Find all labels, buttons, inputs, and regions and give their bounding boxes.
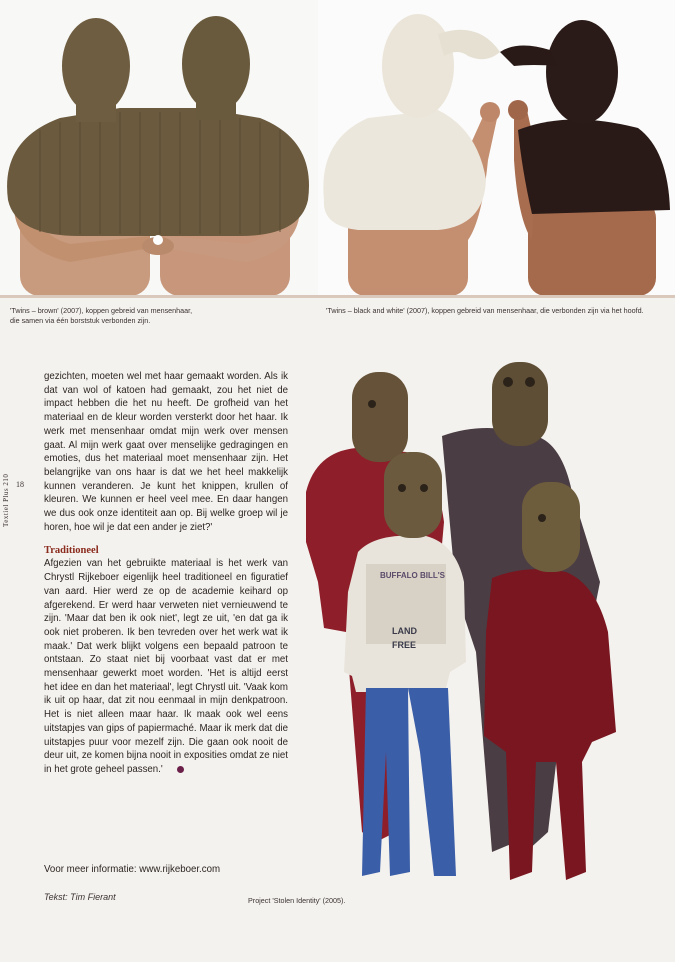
more-info-link-text: Voor meer informatie: www.rijkeboer.com	[44, 864, 221, 875]
article-paragraph-2-text: Afgezien van het gebruikte materiaal is het werk van Chrystl Rijkeboer eigenlijk heel traditioneel en figuratief van aard. Hier werd ze op de academie keihard op afgerekend. Er werd haar verweten niet vernieuwend te zijn. 'Maar dat ben ik ook niet', legt ze uit, 'en dat ga ik ook niet proberen. Ik ben tevreden over het werk wat ik maak.' Dat werk blijkt volgens een bepaald patroon te ontstaan. Zo staat niet bij voorbaat vast dat er met mensenhaar gewerkt moet worden. 'Het is altijd eerst het idee en dan het materiaal', legt Chrystl uit. 'Vaak kom ik uit op haar, dat zit nou eenmaal in mijn denkpatroon. Het is niet alleen maar haar. Ik maak ook wel eens uitstapjes van gips of papiermaché. Maar ik merk dat die uitstapjes puur voor mezelf zijn. Die gaan ook nooit de deur uit, ze komen bijna nooit in exposities omdat ze niet in het grote geheel passen.'	[44, 558, 288, 775]
photo-stolen-identity	[296, 332, 636, 904]
caption-twins-brown	[10, 306, 310, 326]
caption-twins-brown-line2: die samen via één borststuk verbonden zijn.	[10, 316, 151, 325]
shirt-print-line3: FREE	[392, 640, 417, 650]
page-number: 18	[16, 480, 24, 489]
caption-twins-black-white: 'Twins – black and white' (2007), koppen gebreid van mensenhaar, die verbonden zijn via het hoofd.	[326, 306, 644, 315]
article-paragraph-2	[44, 557, 288, 776]
shirt-print-line1: BUFFALO BILL'S	[380, 571, 446, 580]
section-heading: Traditioneel	[44, 545, 99, 557]
article-paragraph-1: gezichten, moeten wel met haar gemaakt worden. Als ik dat van wol of katoen had gemaakt, zou het niet de impact hebben die het nu heeft. De grofheid van het materiaal en de kleur worden versterkt door het haar. Ik werk met mensenhaar omdat mijn werk over mensen gaat. Al mijn werk gaat over menselijke gedragingen en emoties, dus het materiaal moet mensenhaar zijn. Het belangrijke van ons haar is dat we het heel makkelijk kunnen veranderen. Je kunt het knippen, krullen of kleuren. We kunnen er heel veel mee. En daar hangen we dus ook onze identiteit aan op. Bij welke groep wil je horen, hoe wil je dat een ander je ziet?'	[44, 371, 288, 533]
photo-twins-black-white	[318, 0, 675, 296]
shirt-print-line2: LAND	[392, 626, 417, 636]
caption-twins-brown-line1: 'Twins – brown' (2007), koppen gebreid van mensenhaar,	[10, 306, 193, 315]
end-of-article-dot	[177, 766, 184, 773]
running-head: Textiel Plus 210	[2, 473, 10, 527]
caption-stolen-identity: Project 'Stolen Identity' (2005).	[248, 896, 346, 905]
author-credit: Tekst: Tim Fierant	[44, 892, 116, 902]
article-body	[44, 370, 288, 777]
photo-divider	[0, 295, 675, 298]
photo-twins-brown	[0, 0, 318, 296]
